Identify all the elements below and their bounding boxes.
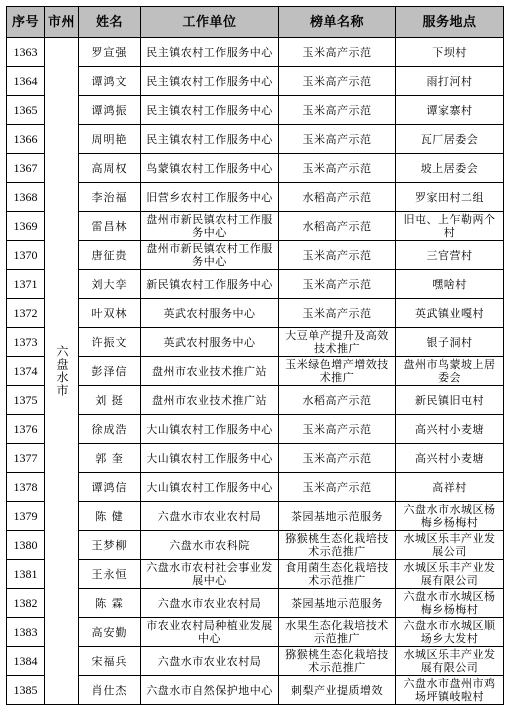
cell-list: 大豆单产提升及高效技术推广 (279, 328, 396, 357)
cell-place: 谭家寨村 (396, 96, 504, 125)
cell-name: 高周权 (79, 154, 141, 183)
cell-seq: 1385 (7, 676, 45, 705)
cell-seq: 1365 (7, 96, 45, 125)
cell-place: 英武镇业嘎村 (396, 299, 504, 328)
cell-unit: 鸟蒙镇农村工作服务中心 (141, 154, 279, 183)
cell-place: 六盘水市水城区顺场乡大发村 (396, 618, 504, 647)
table-row (7, 328, 504, 357)
cell-seq: 1377 (7, 444, 45, 473)
cell-unit: 市农业农村局种植业发展中心 (141, 618, 279, 647)
cell-name: 罗宣强 (79, 38, 141, 67)
cell-list: 玉米高产示范 (279, 67, 396, 96)
cell-unit: 盘州市新民镇农村工作服务中心 (141, 212, 279, 241)
header-list: 榜单名称 (279, 7, 396, 38)
cell-seq: 1368 (7, 183, 45, 212)
cell-seq: 1369 (7, 212, 45, 241)
cell-unit: 盘州市农业技术推广站 (141, 357, 279, 386)
cell-list: 玉米高产示范 (279, 125, 396, 154)
cell-city: 六盘水市 (45, 38, 79, 705)
cell-list: 玉米高产示范 (279, 270, 396, 299)
cell-unit: 六盘水市农村社会事业发展中心 (141, 560, 279, 589)
table-row (7, 415, 504, 444)
table-row (7, 473, 504, 502)
cell-unit: 民主镇农村工作服务中心 (141, 96, 279, 125)
cell-seq: 1383 (7, 618, 45, 647)
table-row (7, 154, 504, 183)
cell-name: 刘 挺 (79, 386, 141, 415)
table-row (7, 386, 504, 415)
cell-name: 陈 霖 (79, 589, 141, 618)
cell-place: 新民镇旧屯村 (396, 386, 504, 415)
cell-seq: 1370 (7, 241, 45, 270)
cell-unit: 民主镇农村工作服务中心 (141, 38, 279, 67)
cell-name: 王梦柳 (79, 531, 141, 560)
table-row (7, 676, 504, 705)
cell-list: 食用菌生态化栽培技术示范推广 (279, 560, 396, 589)
cell-seq: 1373 (7, 328, 45, 357)
cell-seq: 1380 (7, 531, 45, 560)
personnel-table (6, 6, 504, 705)
cell-list: 水稻高产示范 (279, 183, 396, 212)
cell-place: 六盘水市水城区杨梅乡杨梅村 (396, 589, 504, 618)
table-row (7, 589, 504, 618)
cell-seq: 1363 (7, 38, 45, 67)
cell-list: 玉米高产示范 (279, 154, 396, 183)
cell-unit: 大山镇农村工作服务中心 (141, 415, 279, 444)
cell-name: 唐征贵 (79, 241, 141, 270)
cell-name: 谭鸿振 (79, 96, 141, 125)
cell-name: 陈 健 (79, 502, 141, 531)
cell-unit: 六盘水市农业农村局 (141, 647, 279, 676)
cell-place: 下坝村 (396, 38, 504, 67)
table-row (7, 96, 504, 125)
cell-unit: 英武农村服务中心 (141, 328, 279, 357)
cell-list: 玉米绿色增产增效技术推广 (279, 357, 396, 386)
cell-name: 彭泽信 (79, 357, 141, 386)
cell-place: 水城区乐丰产业发展公司 (396, 531, 504, 560)
cell-place: 高祥村 (396, 473, 504, 502)
cell-seq: 1367 (7, 154, 45, 183)
cell-place: 六盘水市盘州市鸡场坪镇岐啦村 (396, 676, 504, 705)
cell-place: 三官营村 (396, 241, 504, 270)
table-row (7, 125, 504, 154)
cell-place: 瓦厂居委会 (396, 125, 504, 154)
cell-unit: 大山镇农村工作服务中心 (141, 473, 279, 502)
table-row (7, 212, 504, 241)
table-row (7, 67, 504, 96)
cell-seq: 1374 (7, 357, 45, 386)
cell-name: 叶双林 (79, 299, 141, 328)
cell-place: 水城区乐丰产业发展有限公司 (396, 647, 504, 676)
cell-unit: 民主镇农村工作服务中心 (141, 67, 279, 96)
cell-unit: 盘州市新民镇农村工作服务中心 (141, 241, 279, 270)
cell-unit: 民主镇农村工作服务中心 (141, 125, 279, 154)
cell-seq: 1376 (7, 415, 45, 444)
cell-unit: 英武农村服务中心 (141, 299, 279, 328)
cell-list: 玉米高产示范 (279, 473, 396, 502)
cell-list: 刺梨产业提质增效 (279, 676, 396, 705)
cell-list: 玉米高产示范 (279, 241, 396, 270)
cell-unit: 六盘水市农科院 (141, 531, 279, 560)
table-row (7, 647, 504, 676)
cell-list: 玉米高产示范 (279, 38, 396, 67)
cell-unit: 六盘水市农业农村局 (141, 589, 279, 618)
cell-seq: 1375 (7, 386, 45, 415)
cell-list: 玉米高产示范 (279, 444, 396, 473)
cell-seq: 1372 (7, 299, 45, 328)
table-row (7, 502, 504, 531)
cell-name: 刘大孪 (79, 270, 141, 299)
cell-list: 茶园基地示范服务 (279, 502, 396, 531)
cell-name: 肖仕杰 (79, 676, 141, 705)
cell-place: 水城区乐丰产业发展有限公司 (396, 560, 504, 589)
cell-list: 猕猴桃生态化栽培技术示范推广 (279, 531, 396, 560)
table-row (7, 299, 504, 328)
cell-name: 许振文 (79, 328, 141, 357)
table-row (7, 241, 504, 270)
cell-place: 雨打河村 (396, 67, 504, 96)
header-city: 市州 (45, 7, 79, 38)
table-row (7, 444, 504, 473)
cell-seq: 1366 (7, 125, 45, 154)
header-seq: 序号 (7, 7, 45, 38)
cell-place: 坡上居委会 (396, 154, 504, 183)
cell-seq: 1379 (7, 502, 45, 531)
cell-place: 盘州市鸟蒙坡上居委会 (396, 357, 504, 386)
cell-name: 谭鸿文 (79, 67, 141, 96)
cell-list: 玉米高产示范 (279, 415, 396, 444)
cell-name: 周明艳 (79, 125, 141, 154)
table-row (7, 531, 504, 560)
cell-list: 水果生态化栽培技术示范推广 (279, 618, 396, 647)
table-row (7, 357, 504, 386)
table-row (7, 560, 504, 589)
cell-unit: 旧营乡农村工作服务中心 (141, 183, 279, 212)
cell-place: 高兴村小麦塘 (396, 415, 504, 444)
cell-list: 水稻高产示范 (279, 212, 396, 241)
cell-name: 郭 奎 (79, 444, 141, 473)
cell-place: 嘿啥村 (396, 270, 504, 299)
cell-list: 猕猴桃生态化栽培技术示范推广 (279, 647, 396, 676)
cell-name: 徐成浩 (79, 415, 141, 444)
cell-name: 雷昌林 (79, 212, 141, 241)
table-row (7, 270, 504, 299)
cell-unit: 盘州市农业技术推广站 (141, 386, 279, 415)
cell-unit: 六盘水市自然保护地中心 (141, 676, 279, 705)
cell-list: 玉米高产示范 (279, 299, 396, 328)
cell-seq: 1384 (7, 647, 45, 676)
cell-list: 玉米高产示范 (279, 96, 396, 125)
header-row (7, 7, 504, 38)
cell-seq: 1381 (7, 560, 45, 589)
cell-list: 茶园基地示范服务 (279, 589, 396, 618)
cell-name: 王永恒 (79, 560, 141, 589)
cell-seq: 1371 (7, 270, 45, 299)
cell-unit: 大山镇农村工作服务中心 (141, 444, 279, 473)
cell-place: 罗家田村二组 (396, 183, 504, 212)
cell-place: 银子洞村 (396, 328, 504, 357)
header-name: 姓名 (79, 7, 141, 38)
table-row (7, 183, 504, 212)
table-row (7, 618, 504, 647)
cell-place: 旧屯、上乍勒两个村 (396, 212, 504, 241)
cell-seq: 1364 (7, 67, 45, 96)
cell-name: 高安勤 (79, 618, 141, 647)
cell-place: 高兴村小麦塘 (396, 444, 504, 473)
cell-place: 六盘水市水城区杨梅乡杨梅村 (396, 502, 504, 531)
header-place: 服务地点 (396, 7, 504, 38)
cell-unit: 六盘水市农业农村局 (141, 502, 279, 531)
cell-name: 李治福 (79, 183, 141, 212)
cell-list: 水稻高产示范 (279, 386, 396, 415)
table-row (7, 38, 504, 67)
cell-name: 宋福兵 (79, 647, 141, 676)
cell-seq: 1378 (7, 473, 45, 502)
cell-name: 谭鸿信 (79, 473, 141, 502)
cell-seq: 1382 (7, 589, 45, 618)
header-unit: 工作单位 (141, 7, 279, 38)
cell-unit: 新民镇农村工作服务中心 (141, 270, 279, 299)
